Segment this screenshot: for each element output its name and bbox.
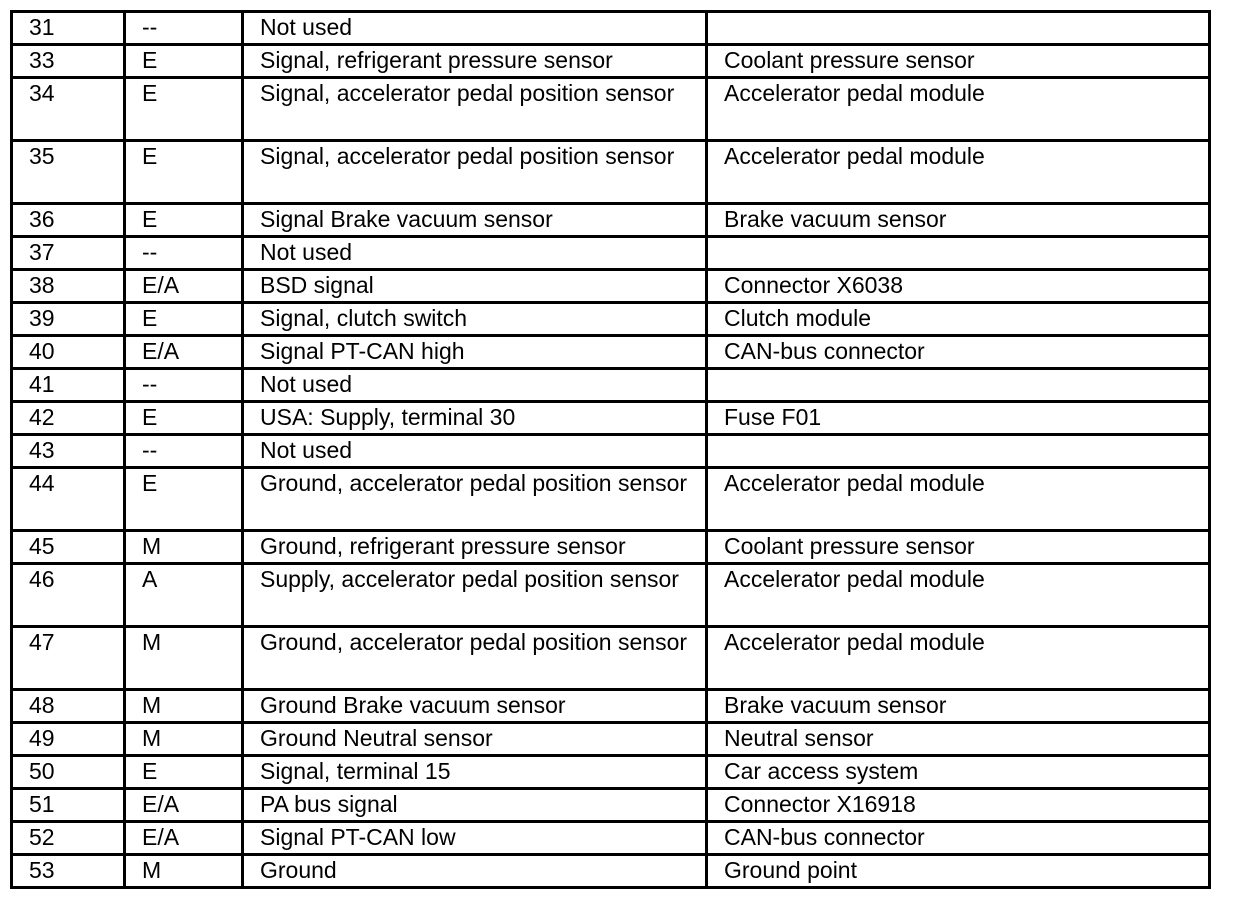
- table-row: [12, 78, 1210, 141]
- pin-description: Signal PT-CAN low: [243, 822, 707, 855]
- pin-number: 39: [12, 303, 125, 336]
- table-row: [12, 402, 1210, 435]
- pin-description: Signal, terminal 15: [243, 756, 707, 789]
- signal-type: A: [125, 564, 243, 627]
- pin-number: 52: [12, 822, 125, 855]
- signal-type: E: [125, 204, 243, 237]
- table-row: [12, 789, 1210, 822]
- pin-destination: Car access system: [707, 756, 1210, 789]
- pin-destination: CAN-bus connector: [707, 822, 1210, 855]
- pin-destination: Fuse F01: [707, 402, 1210, 435]
- signal-type: E/A: [125, 336, 243, 369]
- pin-destination: Ground point: [707, 855, 1210, 888]
- pin-description: Ground, refrigerant pressure sensor: [243, 531, 707, 564]
- pin-description: Signal, clutch switch: [243, 303, 707, 336]
- pin-destination: Brake vacuum sensor: [707, 690, 1210, 723]
- pin-number: 38: [12, 270, 125, 303]
- pin-number: 50: [12, 756, 125, 789]
- table-row: [12, 369, 1210, 402]
- table-row: [12, 270, 1210, 303]
- pin-description: Ground Brake vacuum sensor: [243, 690, 707, 723]
- pin-description: Signal Brake vacuum sensor: [243, 204, 707, 237]
- pin-number: 47: [12, 627, 125, 690]
- table-row: [12, 435, 1210, 468]
- signal-type: E/A: [125, 270, 243, 303]
- table-row: [12, 303, 1210, 336]
- signal-type: E/A: [125, 822, 243, 855]
- pin-description: PA bus signal: [243, 789, 707, 822]
- pin-description: Not used: [243, 369, 707, 402]
- pin-number: 41: [12, 369, 125, 402]
- pin-number: 45: [12, 531, 125, 564]
- pin-description: BSD signal: [243, 270, 707, 303]
- pin-description: Supply, accelerator pedal position sensor: [243, 564, 707, 627]
- pin-destination: [707, 12, 1210, 45]
- pin-destination: [707, 369, 1210, 402]
- signal-type: E/A: [125, 789, 243, 822]
- pin-number: 48: [12, 690, 125, 723]
- pin-description: Ground, accelerator pedal position sensor: [243, 627, 707, 690]
- pin-number: 40: [12, 336, 125, 369]
- pin-description: Signal PT-CAN high: [243, 336, 707, 369]
- pin-destination: Connector X16918: [707, 789, 1210, 822]
- signal-type: --: [125, 369, 243, 402]
- signal-type: --: [125, 237, 243, 270]
- signal-type: E: [125, 402, 243, 435]
- pin-number: 53: [12, 855, 125, 888]
- pin-destination: Connector X6038: [707, 270, 1210, 303]
- pin-destination: Accelerator pedal module: [707, 627, 1210, 690]
- pin-description: Signal, accelerator pedal position sensor: [243, 78, 707, 141]
- pin-number: 36: [12, 204, 125, 237]
- pin-destination: Accelerator pedal module: [707, 564, 1210, 627]
- signal-type: M: [125, 627, 243, 690]
- table-row: [12, 822, 1210, 855]
- signal-type: E: [125, 468, 243, 531]
- pin-destination: Accelerator pedal module: [707, 141, 1210, 204]
- pin-number: 42: [12, 402, 125, 435]
- table-row: [12, 690, 1210, 723]
- pin-number: 44: [12, 468, 125, 531]
- pin-destination: Accelerator pedal module: [707, 468, 1210, 531]
- pin-description: Not used: [243, 435, 707, 468]
- pin-destination: Neutral sensor: [707, 723, 1210, 756]
- pin-description: Ground: [243, 855, 707, 888]
- pin-destination: [707, 435, 1210, 468]
- pin-destination: Accelerator pedal module: [707, 78, 1210, 141]
- pin-table-body: [12, 12, 1210, 888]
- signal-type: M: [125, 531, 243, 564]
- pin-number: 34: [12, 78, 125, 141]
- pin-number: 31: [12, 12, 125, 45]
- pin-destination: Coolant pressure sensor: [707, 531, 1210, 564]
- pin-number: 46: [12, 564, 125, 627]
- pin-description: Ground, accelerator pedal position sensor: [243, 468, 707, 531]
- signal-type: --: [125, 435, 243, 468]
- table-row: [12, 627, 1210, 690]
- table-row: [12, 204, 1210, 237]
- pin-number: 33: [12, 45, 125, 78]
- pin-destination: Clutch module: [707, 303, 1210, 336]
- pin-destination: [707, 237, 1210, 270]
- pin-assignment-table: [10, 10, 1211, 889]
- table-row: [12, 723, 1210, 756]
- pin-destination: Coolant pressure sensor: [707, 45, 1210, 78]
- pin-description: Signal, refrigerant pressure sensor: [243, 45, 707, 78]
- table-row: [12, 855, 1210, 888]
- table-row: [12, 756, 1210, 789]
- signal-type: E: [125, 78, 243, 141]
- table-row: [12, 45, 1210, 78]
- pin-description: Not used: [243, 237, 707, 270]
- signal-type: M: [125, 690, 243, 723]
- table-row: [12, 336, 1210, 369]
- pin-number: 51: [12, 789, 125, 822]
- pin-description: USA: Supply, terminal 30: [243, 402, 707, 435]
- table-row: [12, 531, 1210, 564]
- signal-type: M: [125, 723, 243, 756]
- signal-type: E: [125, 303, 243, 336]
- pin-description: Signal, accelerator pedal position sensor: [243, 141, 707, 204]
- pin-description: Ground Neutral sensor: [243, 723, 707, 756]
- signal-type: E: [125, 141, 243, 204]
- table-row: [12, 237, 1210, 270]
- signal-type: M: [125, 855, 243, 888]
- table-row: [12, 564, 1210, 627]
- pin-number: 49: [12, 723, 125, 756]
- pin-destination: CAN-bus connector: [707, 336, 1210, 369]
- signal-type: E: [125, 45, 243, 78]
- pin-destination: Brake vacuum sensor: [707, 204, 1210, 237]
- signal-type: --: [125, 12, 243, 45]
- pin-number: 37: [12, 237, 125, 270]
- pin-number: 35: [12, 141, 125, 204]
- table-row: [12, 141, 1210, 204]
- signal-type: E: [125, 756, 243, 789]
- table-row: [12, 468, 1210, 531]
- pin-number: 43: [12, 435, 125, 468]
- pin-description: Not used: [243, 12, 707, 45]
- table-row: [12, 12, 1210, 45]
